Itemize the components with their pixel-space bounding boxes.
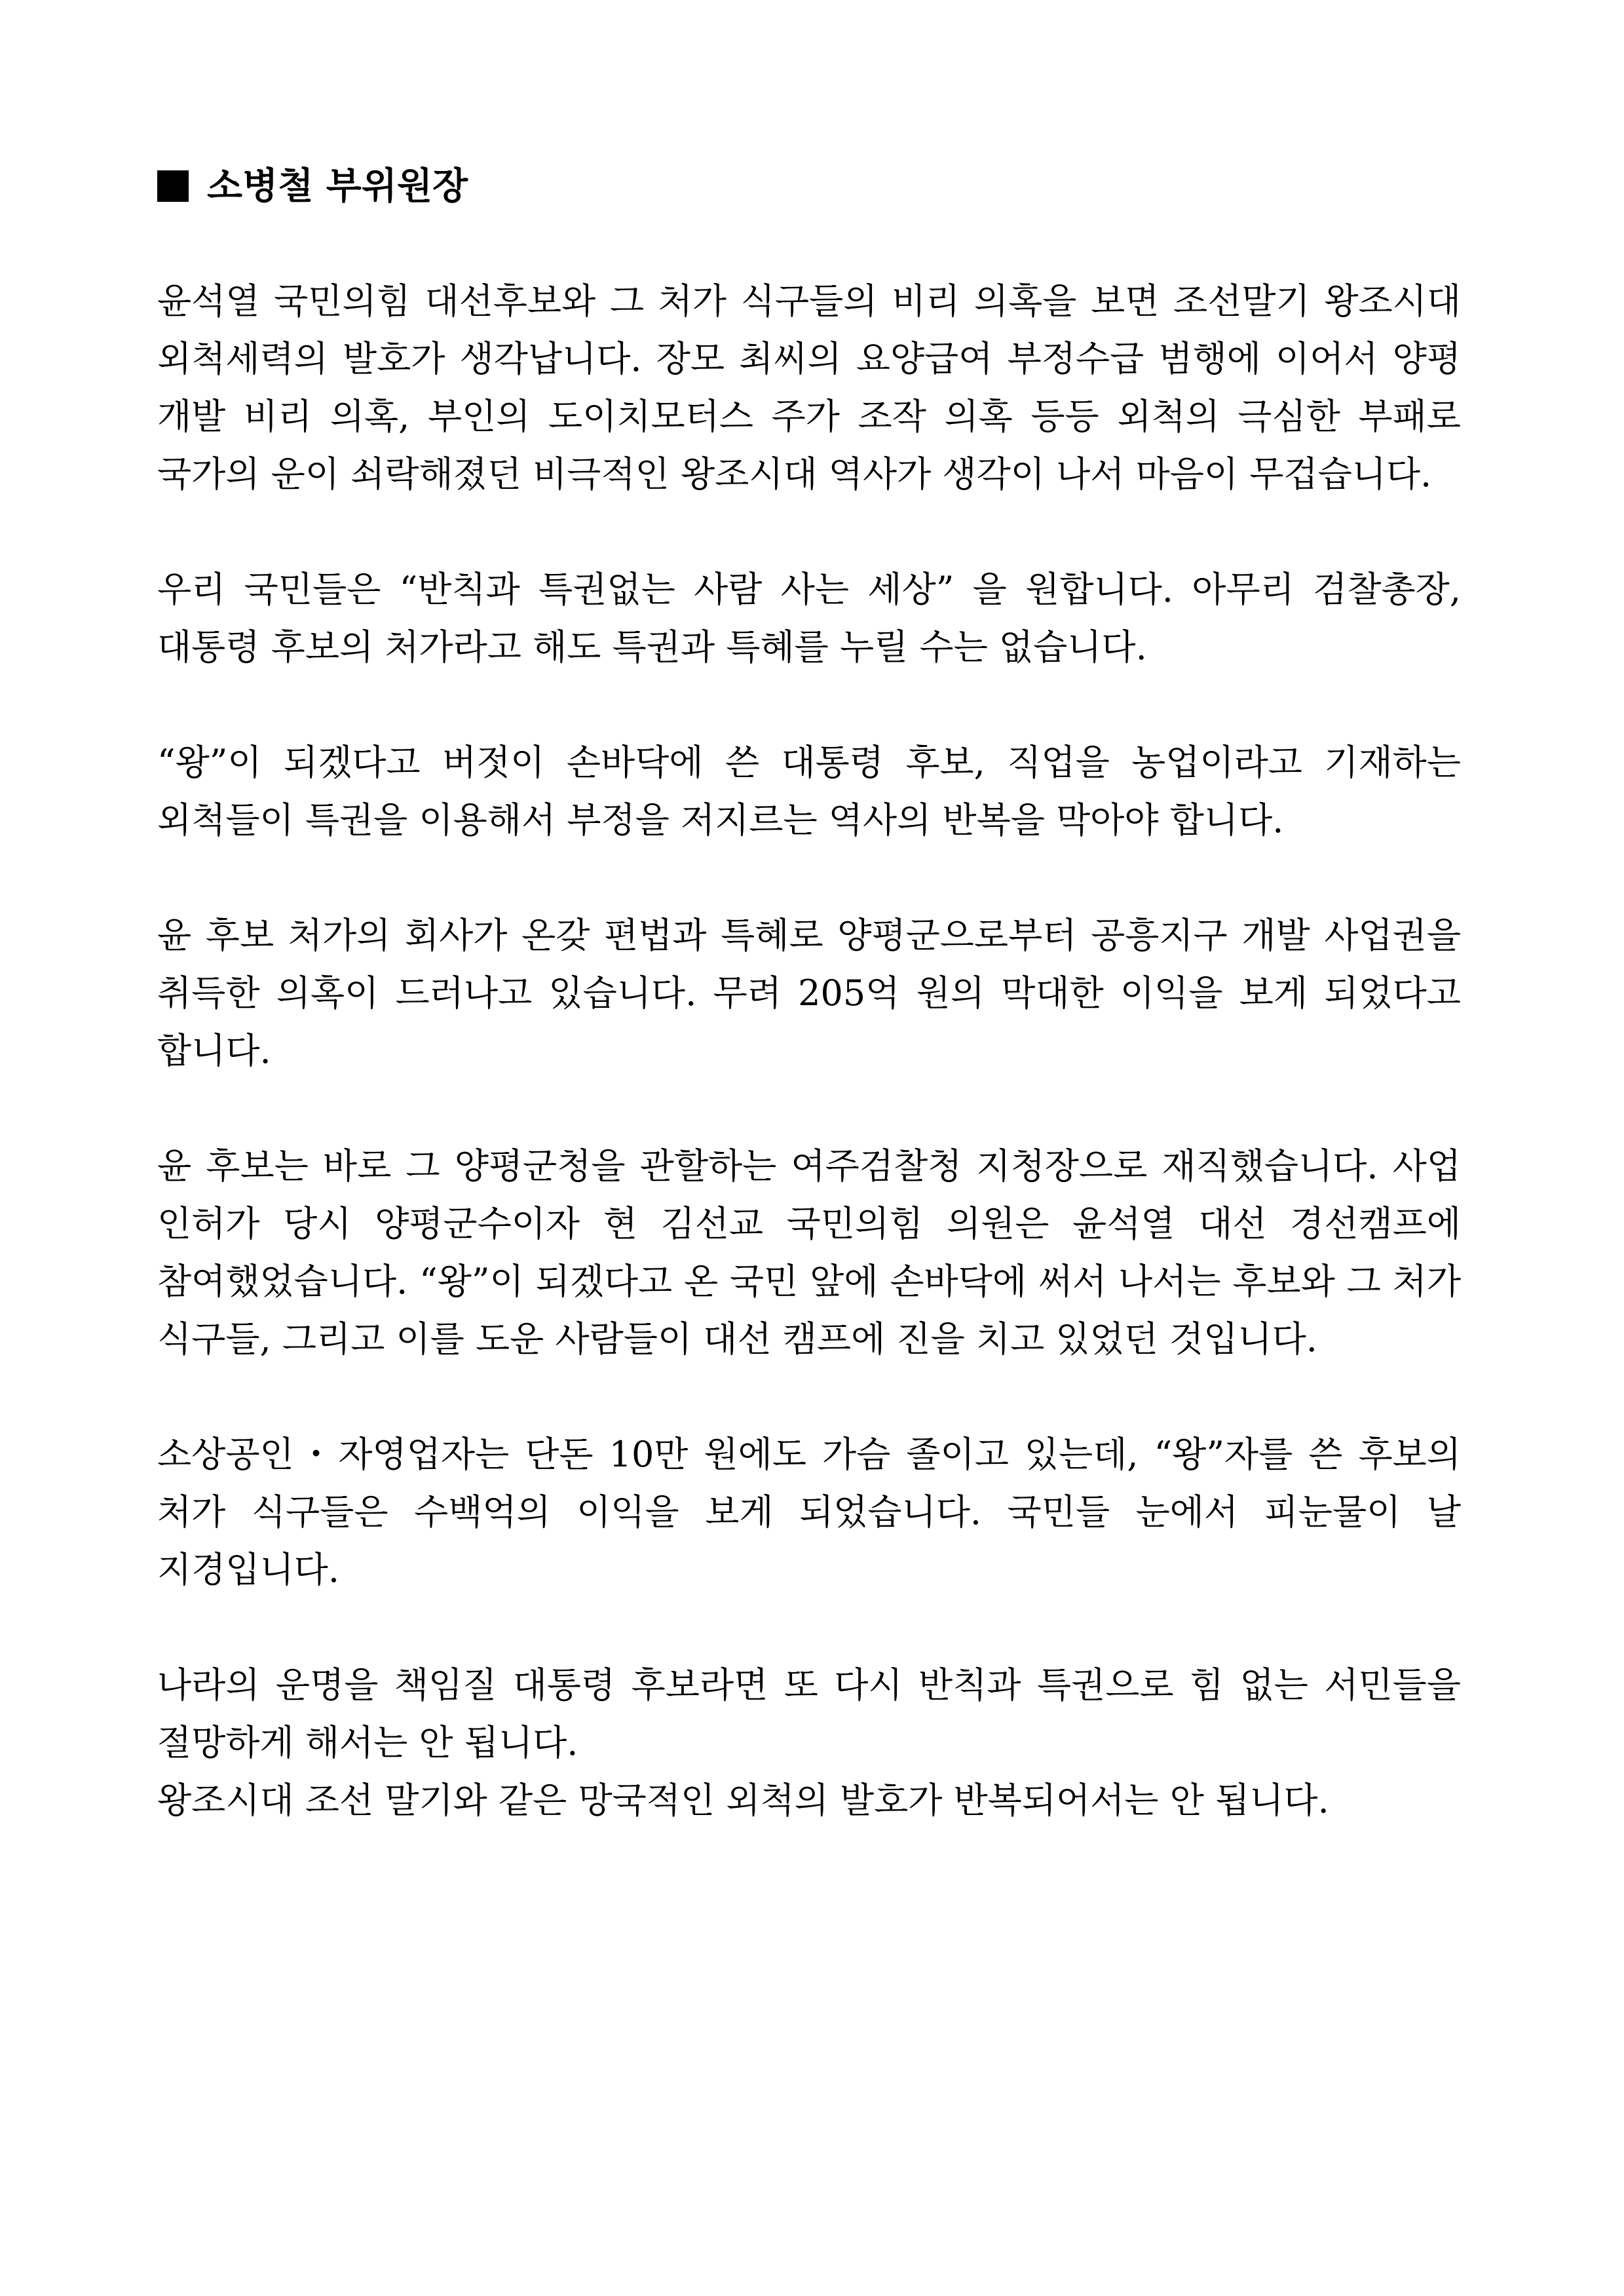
paragraph-1: 윤석열 국민의힘 대선후보와 그 처가 식구들의 비리 의혹을 보면 조선말기 왕조시대 외척세력의 발호가 생각납니다. 장모 최씨의 요양급여 부정수급 범행에 이어서 양평 개발 비리 의혹, 부인의 도이치모터스 주가 조작 의혹 등등 외척의 극심한 부패로 국가의 운이 쇠락해졌던 비극적인 왕조시대 역사가 생각이 나서 마음이 무겁습니다. xyxy=(157,280,1461,495)
paragraph-5: 윤 후보는 바로 그 양평군청을 관할하는 여주검찰청 지청장으로 재직했습니다. 사업 인허가 당시 양평군수이자 현 김선교 국민의힘 의원은 윤석열 대선 경선캠프에 참여했었습니다. “왕”이 되겠다고 온 국민 앞에 손바닥에 써서 나서는 후보와 그 처가 식구들, 그리고 이를 도운 사람들이 대선 캠프에 진을 치고 있었던 것입니다. xyxy=(157,1145,1461,1360)
section-heading xyxy=(157,157,1461,215)
black-square-icon xyxy=(157,170,189,202)
paragraph-3: “왕”이 되겠다고 버젓이 손바닥에 쓴 대통령 후보, 직업을 농업이라고 기재하는 외척들이 특권을 이용해서 부정을 저지르는 역사의 반복을 막아야 합니다. xyxy=(157,742,1461,841)
paragraph-2: 우리 국민들은 “반칙과 특권없는 사람 사는 세상” 을 원합니다. 아무리 검찰총장, 대통령 후보의 처가라고 해도 특권과 특혜를 누릴 수는 없습니다. xyxy=(157,569,1461,668)
document-body xyxy=(157,157,1461,1887)
paragraph-4: 윤 후보 처가의 회사가 온갖 편법과 특혜로 양평군으로부터 공흥지구 개발 사업권을 취득한 의혹이 드러나고 있습니다. 무려 205억 원의 막대한 이익을 보게 되었다고 합니다. xyxy=(157,915,1461,1071)
paragraph-7: 나라의 운명을 책임질 대통령 후보라면 또 다시 반칙과 특권으로 힘 없는 서민들을 절망하게 해서는 안 됩니다. xyxy=(157,1664,1461,1763)
paragraph-8: 왕조시대 조선 말기와 같은 망국적인 외척의 발호가 반복되어서는 안 됩니다. xyxy=(157,1780,1329,1821)
heading-title: 소병철 부위원장 xyxy=(207,164,468,208)
paragraph-6: 소상공인・자영업자는 단돈 10만 원에도 가슴 졸이고 있는데, “왕”자를 쓴 후보의 처가 식구들은 수백억의 이익을 보게 되었습니다. 국민들 눈에서 피눈물이 날 지경입니다. xyxy=(157,1434,1461,1590)
